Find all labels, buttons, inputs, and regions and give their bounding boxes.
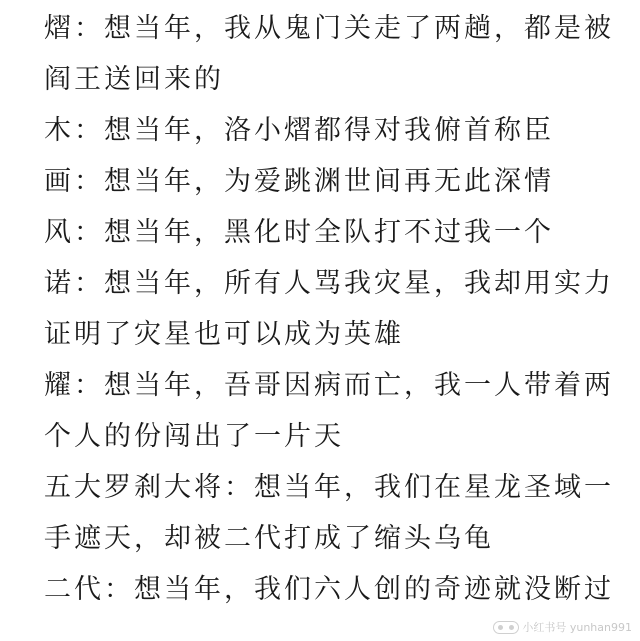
text-line: 证明了灾星也可以成为英雄 (44, 319, 404, 350)
watermark (493, 619, 632, 635)
text-line: 手遮天，却被二代打成了缩头乌龟 (44, 523, 494, 554)
text-lines (44, 3, 624, 615)
text-line: 五大罗刹大将：想当年，我们在星龙圣域一 (44, 472, 614, 503)
text-line: 画：想当年，为爱跳渊世间再无此深情 (44, 166, 554, 197)
text-line: 耀：想当年，吾哥因病而亡，我一人带着两 (44, 370, 614, 401)
text-line: 个人的份闯出了一片天 (44, 421, 344, 452)
watermark-text: 小红书号 yunhan991 (522, 621, 632, 634)
text-line: 阎王送回来的 (44, 64, 224, 95)
text-line: 二代：想当年，我们六人创的奇迹就没断过 (44, 574, 614, 605)
text-line: 诺：想当年，所有人骂我灾星，我却用实力 (44, 268, 614, 299)
social-app-logo-icon (493, 621, 519, 634)
text-line: 风：想当年，黑化时全队打不过我一个 (44, 217, 554, 248)
text-line: 木：想当年，洛小熠都得对我俯首称臣 (44, 115, 554, 146)
text-line: 熠：想当年，我从鬼门关走了两趟，都是被 (44, 13, 614, 44)
